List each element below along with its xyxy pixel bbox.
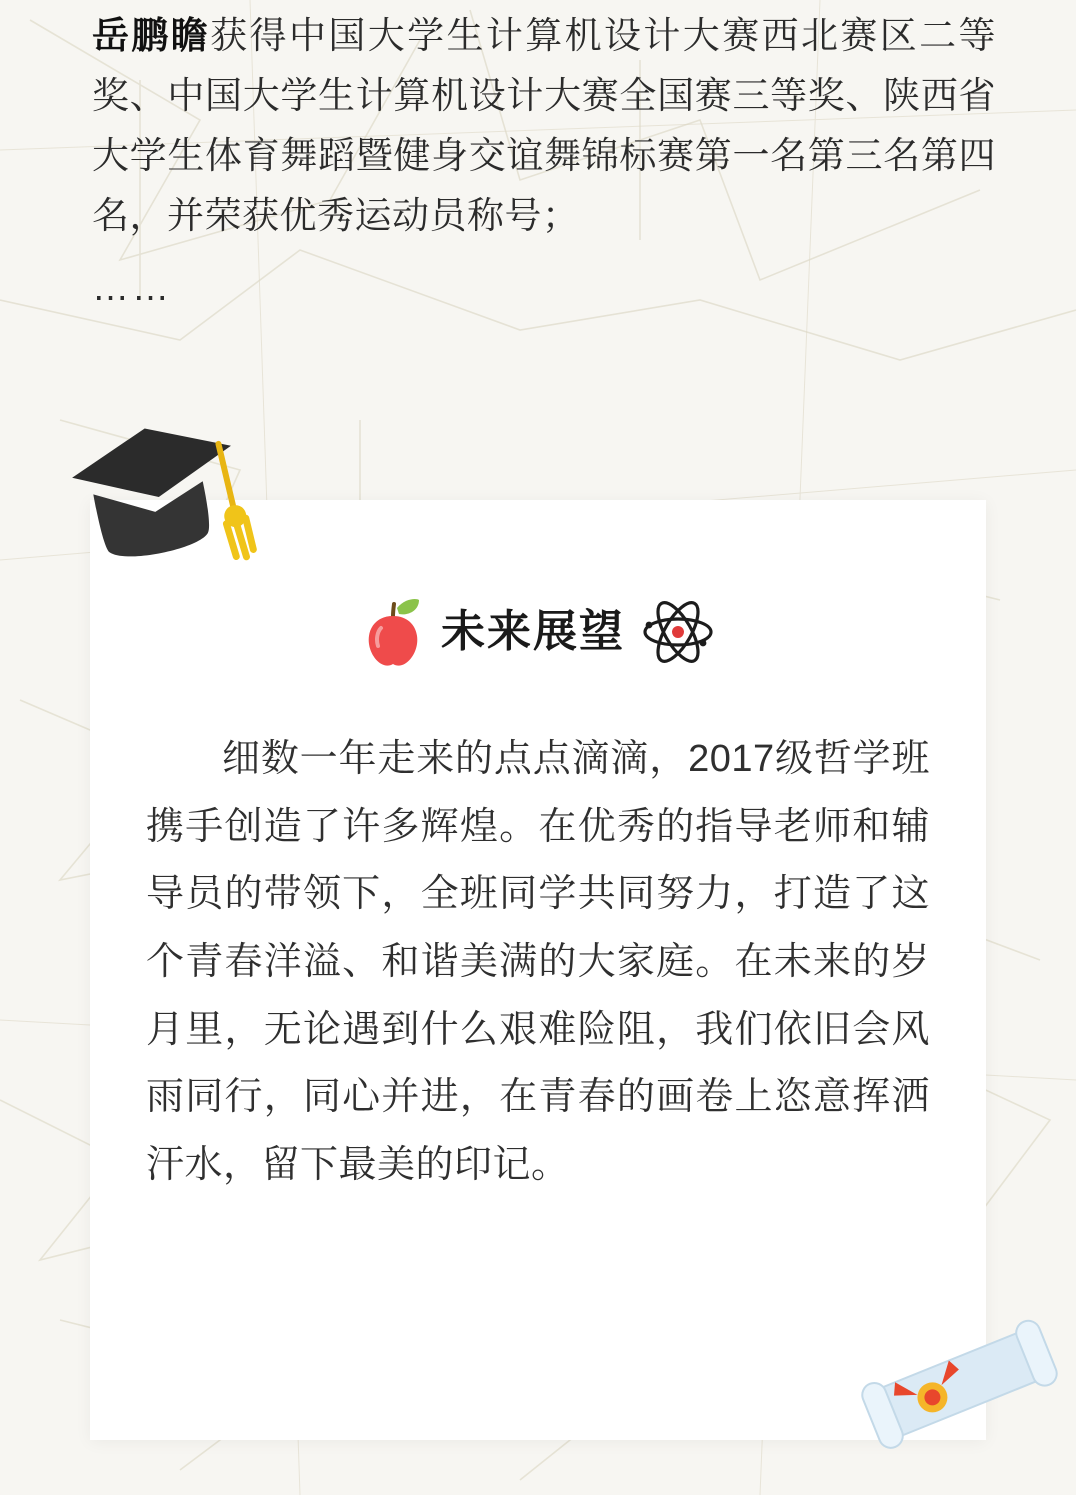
apple-icon <box>361 592 425 672</box>
diploma-scroll-icon <box>856 1300 1066 1475</box>
graduation-cap-icon <box>48 398 258 588</box>
award-body: 获得中国大学生计算机设计大赛西北赛区二等奖、中国大学生计算机设计大赛全国赛三等奖、陕西省大学生体育舞蹈暨健身交谊舞锦标赛第一名第三名第四名，并荣获优秀运动员称号； <box>92 15 997 236</box>
card-paragraph: 细数一年走来的点点滴滴，2017级哲学班携手创造了许多辉煌。在优秀的指导老师和辅导员的带领下，全班同学共同努力，打造了这个青春洋溢、和谐美满的大家庭。在未来的岁月里，无论遇到什么艰难险阻，我们依旧会风雨同行，同心并进，在青春的画卷上恣意挥洒汗水，留下最美的印记。 <box>146 738 930 1186</box>
ellipsis-line: …… <box>92 266 172 308</box>
award-text-block <box>0 0 1076 315</box>
card-title: 未来展望 <box>441 607 625 656</box>
atom-icon <box>641 595 715 669</box>
student-name: 岳鹏瞻 <box>92 15 211 56</box>
future-outlook-card <box>90 500 986 1440</box>
card-body <box>90 672 986 1199</box>
award-paragraph <box>92 6 996 246</box>
